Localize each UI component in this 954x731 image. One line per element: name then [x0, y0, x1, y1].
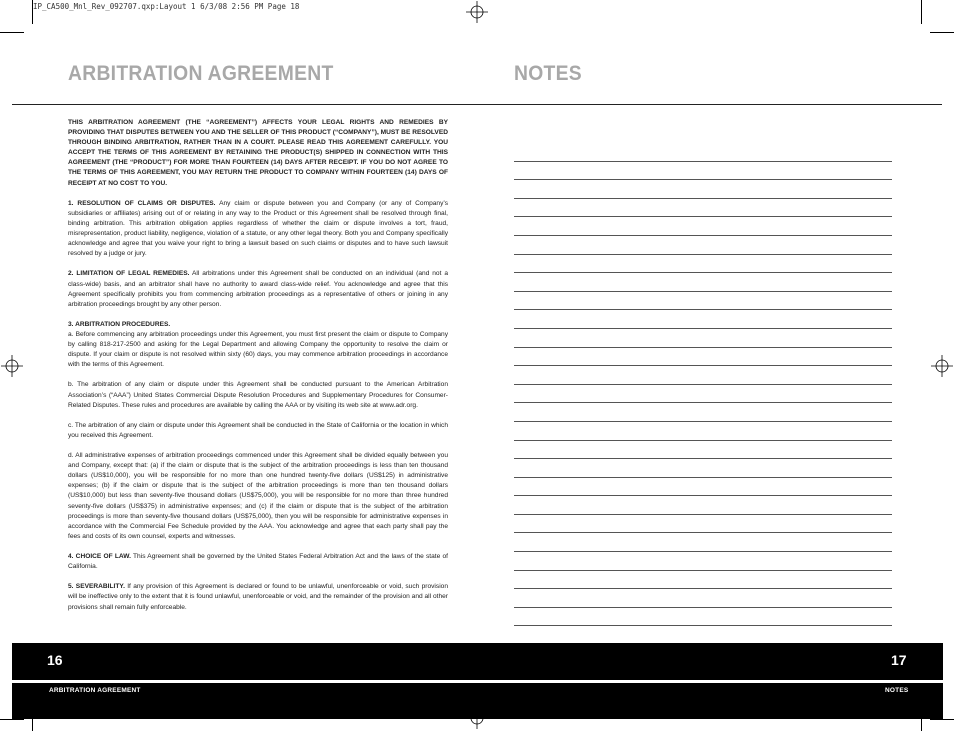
- section-4: [68, 552, 448, 572]
- crop-mark-top-left-h: [0, 32, 24, 33]
- section-4-text: This Agreement shall be governed by the United States Federal Arbitration Act and the laws of the state of California.: [68, 553, 448, 571]
- section-4-heading: 4. CHOICE OF LAW.: [68, 553, 131, 561]
- note-line: [514, 478, 892, 497]
- crop-mark-bottom-right-h: [930, 719, 954, 720]
- note-line: [514, 515, 892, 534]
- section-1-heading: 1. RESOLUTION OF CLAIMS OR DISPUTES.: [68, 199, 216, 207]
- note-line: [514, 329, 892, 348]
- note-line: [514, 366, 892, 385]
- crop-mark-bottom-left-h: [0, 719, 24, 720]
- note-line: [514, 199, 892, 218]
- section-3a: [68, 320, 448, 370]
- footer-strip: [12, 683, 943, 719]
- note-line: [514, 273, 892, 292]
- note-line: [514, 608, 892, 627]
- section-3a-text: a. Before commencing any arbitration proceedings under this Agreement, you must first present the claim or dispute to Company by calling 818-217-2500 and asking for the Legal Department and allowing Company the opportunity to resolve the claim or dispute. If your claim or dispute is not resolved within sixty (60) days, you may commence arbitration proceedings in accordance with the terms of this Agreement.: [68, 330, 448, 369]
- note-line: [514, 571, 892, 590]
- agreement-intro: THIS ARBITRATION AGREEMENT (THE “AGREEMENT”) AFFECTS YOUR LEGAL RIGHTS AND REMEDIES BY PROVIDING THAT DISPUTES BETWEEN YOU AND THE SELLER OF THIS PRODUCT (“COMPANY”), MUST BE RESOLVED THROUGH BINDING ARBITRATION, RATHER THAN IN A COURT. PLEASE READ THIS AGREEMENT CAREFULLY. YOU ACCEPT THE TERMS OF THIS AGREEMENT BY RETAINING THE PRODUCT(S) SHIPPED IN CONNECTION WITH THIS AGREEMENT (THE “PRODUCT”) FOR MORE THAN FOURTEEN (14) DAYS AFTER RECEIPT. IF YOU DO NOT AGREE TO THE TERMS OF THIS AGREEMENT, YOU MAY RETURN THE PRODUCT TO COMPANY WITHIN FOURTEEN (14) DAYS OF RECEIPT AT NO COST TO YOU.: [68, 119, 448, 187]
- slug-line: IP_CA500_Mnl_Rev_092707.qxp:Layout 1 6/3/08 2:56 PM Page 18: [33, 2, 300, 11]
- note-line: [514, 236, 892, 255]
- note-line: [514, 348, 892, 367]
- footer-label-left: ARBITRATION AGREEMENT: [49, 687, 141, 694]
- note-line: [514, 385, 892, 404]
- section-3b: b. The arbitration of any claim or dispute under this Agreement shall be conducted pursuant to the American Arbitration Association’s (“AAA”) United States Commercial Dispute Resolution Procedures and Supplementary Procedures for Consumer-Related Disputes. These rules and procedures are available by calling the AAA or by visiting its web site at www.adr.org.: [68, 381, 448, 409]
- crop-mark-bottom-right-v: [921, 719, 922, 731]
- note-line: [514, 552, 892, 571]
- section-3c: c. The arbitration of any claim or dispute under this Agreement shall be conducted in the State of California or the location in which you received this Agreement.: [68, 421, 448, 439]
- notes-lines: [514, 143, 892, 626]
- section-2-text: All arbitrations under this Agreement shall be conducted on an individual (and not a class-wide) basis, and an arbitrator shall have no authority to award class-wide relief. You acknowledge and agree that this Agreement specifically prohibits you from commencing arbitration proceedings as a representative of others or joining in any arbitration proceedings brought by any other person.: [68, 270, 448, 308]
- section-5-heading: 5. SEVERABILITY.: [68, 583, 125, 591]
- crop-mark-top-left-v: [32, 0, 33, 24]
- note-line: [514, 403, 892, 422]
- note-line: [514, 255, 892, 274]
- note-line: [514, 422, 892, 441]
- crop-mark-top-right-h: [930, 32, 954, 33]
- section-5-text: If any provision of this Agreement is declared or found to be unlawful, unenforceable or void, such provision will be ineffective only to the extent that it is found unlawful, unenforceable or void, and the remainder of the provision and all other provisions shall remain fully enforceable.: [68, 583, 448, 611]
- page-number-left: 16: [47, 652, 63, 668]
- section-3d: d. All administrative expenses of arbitration proceedings commenced under this Agreement shall be divided equally between you and Company, except that: (a) if the claim or dispute that is the subject of the arbitration proceedings is less than ten thousand dollars (US$10,000), you will be responsible for no more than one hundred twenty-five dollars (US$125) in administrative expenses; (b) if the claim or dispute that is the subject of the arbitration proceedings is more than ten thousand dollars (US$10,000) but less than seventy-five thousand dollars (US$75,000), you will be responsible for no more than three hundred seventy-five dollars (US$375) in administrative expenses; and (c) if the claim or dispute that is the subject of the arbitration proceedings is more than seventy-five thousand dollars (US$75,000), then you will be responsible for administrative expenses in accordance with the Commercial Fee Schedule provided by the AAA. You acknowledge and agree that each party shall pay the fees and costs of its own counsel, experts and witnesses.: [68, 452, 448, 540]
- section-2: [68, 269, 448, 309]
- header-rule: [12, 104, 942, 105]
- note-line: [514, 459, 892, 478]
- note-line: [514, 162, 892, 181]
- section-1-text: Any claim or dispute between you and Company (or any of Company’s subsidiaries or affiliates) arising out of or relating in any way to the Product or this Agreement shall be resolved through final, binding arbitration. This arbitration obligation applies regardless of whether the claim or dispute involves a tort, fraud, misrepresentation, product liability, negligence, violation of a statute, or any other legal theory. Both you and Company specifically acknowledge and agree that you waive your right to bring a lawsuit based on such claims or disputes and to have such lawsuit resolved by a judge or jury.: [68, 199, 449, 258]
- section-5: [68, 582, 448, 612]
- note-line: [514, 496, 892, 515]
- section-2-heading: 2. LIMITATION OF LEGAL REMEDIES.: [68, 270, 190, 278]
- page-title-notes: NOTES: [514, 62, 582, 85]
- section-3-heading: 3. ARBITRATION PROCEDURES.: [68, 320, 171, 328]
- note-line: [514, 292, 892, 311]
- note-line: [514, 180, 892, 199]
- footer-label-right: NOTES: [885, 687, 909, 694]
- page-title-arbitration: ARBITRATION AGREEMENT: [68, 62, 334, 85]
- note-line: [514, 589, 892, 608]
- note-line: [514, 217, 892, 236]
- page-number-band: [12, 643, 943, 680]
- registration-mark-right-icon: [931, 355, 953, 377]
- registration-mark-left-icon: [1, 355, 23, 377]
- section-1: [68, 199, 448, 260]
- agreement-body: [68, 118, 448, 623]
- note-line: [514, 310, 892, 329]
- note-line: [514, 143, 892, 162]
- crop-mark-top-right-v: [921, 0, 922, 24]
- note-line: [514, 441, 892, 460]
- page-number-right: 17: [891, 652, 907, 668]
- crop-mark-bottom-left-v: [32, 719, 33, 731]
- registration-mark-top-icon: [466, 1, 488, 23]
- note-line: [514, 533, 892, 552]
